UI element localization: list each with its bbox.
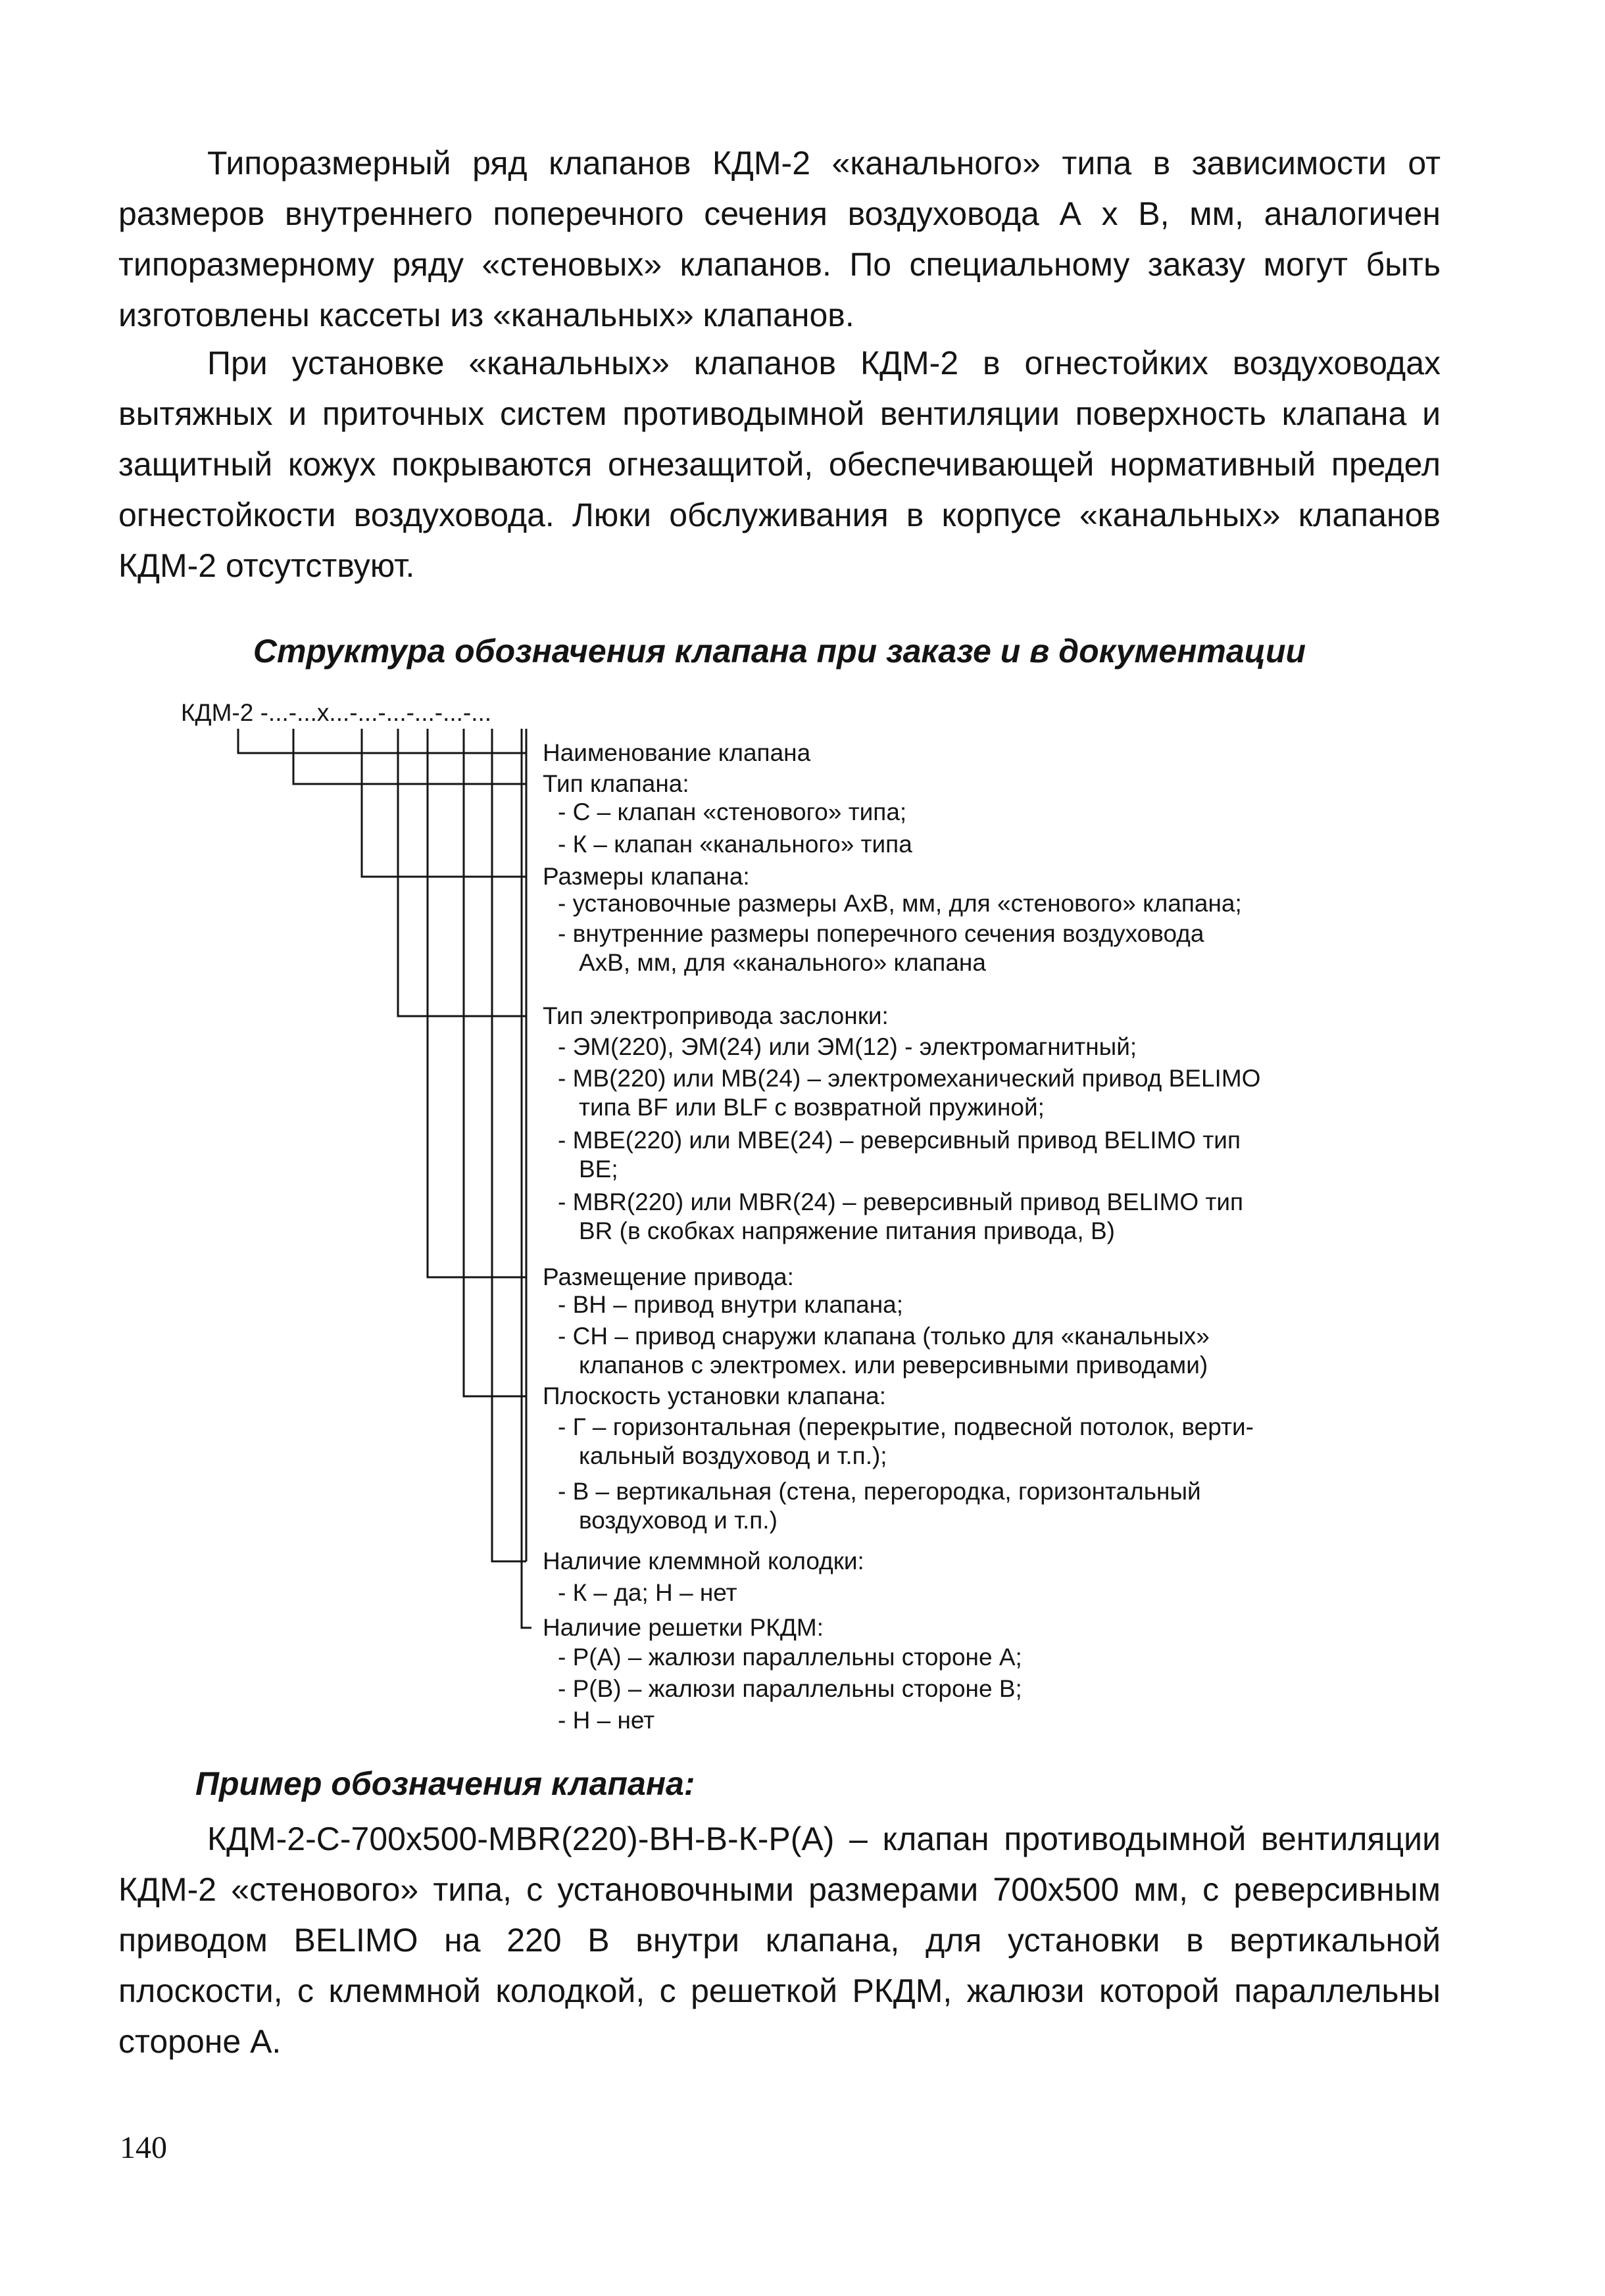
placement-option-inside: - ВН – привод внутри клапана; [558, 1291, 904, 1318]
connector-naming [238, 729, 526, 753]
example-text: КДМ-2-С-700х500-MBR(220)-ВН-В-К-Р(А) – клапан противодымной вентиляции КДМ-2 «стенового» типа, с установочными размерами 700х500 мм, с реверсивным приводом BELIMO на 220 В внутри клапана, для установки в вертикальной плоскости, с клеммной колодкой, с решеткой РКДМ, жалюзи которой параллельны стороне А. [118, 1820, 1441, 2060]
designation-code: КДМ-2 -...-...x...-...-...-...-...-... [181, 699, 492, 726]
plane-option-vertical-cont: воздуховод и т.п.) [579, 1507, 778, 1534]
terminal-option: - К – да; Н – нет [558, 1579, 737, 1606]
page-number: 140 [120, 2130, 167, 2165]
drive-option-mbr-cont: BR (в скобках напряжение питания привода, В) [579, 1217, 1115, 1244]
group-label-grille: Наличие решетки РКДМ: [543, 1614, 824, 1641]
group-label-plane: Плоскость установки клапана: [543, 1382, 887, 1409]
grille-option-none: - Н – нет [558, 1707, 655, 1734]
size-option-wall: - установочные размеры АхВ, мм, для «стенового» клапана; [558, 890, 1242, 917]
size-option-duct: - внутренние размеры поперечного сечения воздуховода [558, 920, 1204, 947]
group-label-size: Размеры клапана: [543, 863, 750, 890]
plane-option-horizontal-cont: кальный воздуховод и т.п.); [579, 1442, 887, 1469]
connector-size [362, 729, 526, 877]
drive-option-mb: - MB(220) или MB(24) – электромеханический привод BELIMO [558, 1065, 1261, 1092]
plane-option-vertical: - В – вертикальная (стена, перегородка, горизонтальный [558, 1478, 1201, 1505]
placement-option-outside: - СН – привод снаружи клапана (только для «канальных» [558, 1323, 1210, 1350]
size-option-duct-cont: АхВ, мм, для «канального» клапана [579, 949, 986, 976]
drive-option-mb-cont: типа BF или BLF с возвратной пружиной; [579, 1094, 1045, 1121]
drive-option-mbr: - MBR(220) или MBR(24) – реверсивный привод BELIMO тип [558, 1188, 1244, 1215]
drive-option-mbe: - MBE(220) или MBE(24) – реверсивный привод BELIMO тип [558, 1127, 1241, 1154]
type-option-wall: - С – клапан «стенового» типа; [558, 798, 907, 825]
group-label-placement: Размещение привода: [543, 1263, 794, 1290]
type-option-duct: - К – клапан «канального» типа [558, 831, 912, 858]
drive-option-em: - ЭМ(220), ЭМ(24) или ЭМ(12) - электромагнитный; [558, 1033, 1137, 1060]
group-label-type: Тип клапана: [543, 770, 689, 797]
example-heading: Пример обозначения клапана: [195, 1765, 695, 1802]
drive-option-mbe-cont: BE; [579, 1156, 618, 1183]
placement-option-outside-cont: клапанов с электромех. или реверсивными приводами) [579, 1352, 1208, 1379]
plane-option-horizontal: - Г – горизонтальная (перекрытие, подвесной потолок, верти- [558, 1413, 1254, 1440]
grille-option-a: - Р(А) – жалюзи параллельны стороне А; [558, 1644, 1022, 1671]
grille-option-b: - Р(В) – жалюзи параллельны стороне В; [558, 1675, 1022, 1702]
connector-drive [398, 729, 526, 1016]
intro-paragraph-1: Типоразмерный ряд клапанов КДМ-2 «канального» типа в зависимости от размеров внутреннего поперечного сечения воздуховода А х В, мм, аналогичен типоразмерному ряду «стеновых» клапанов. По специальному заказу могут быть изготовлены кассеты из «канальных» клапанов. [118, 145, 1441, 333]
group-label-drive: Тип электропривода заслонки: [543, 1002, 889, 1029]
connector-placement [428, 729, 526, 1277]
connector-plane [464, 729, 526, 1396]
diagram-title: Структура обозначения клапана при заказе и в документации [253, 633, 1306, 670]
group-label-terminal: Наличие клеммной колодки: [543, 1548, 864, 1575]
group-label-naming: Наименование клапана [543, 739, 811, 766]
intro-paragraph-2: При установке «канальных» клапанов КДМ-2 в огнестойких воздуховодах вытяжных и приточных систем противодымной вентиляции поверхность клапана и защитный кожух покрываются огнезащитой, обеспечивающей нормативный предел огнестойкости воздуховода. Люки обслуживания в корпусе «канальных» клапанов КДМ-2 отсутствуют. [118, 345, 1441, 584]
